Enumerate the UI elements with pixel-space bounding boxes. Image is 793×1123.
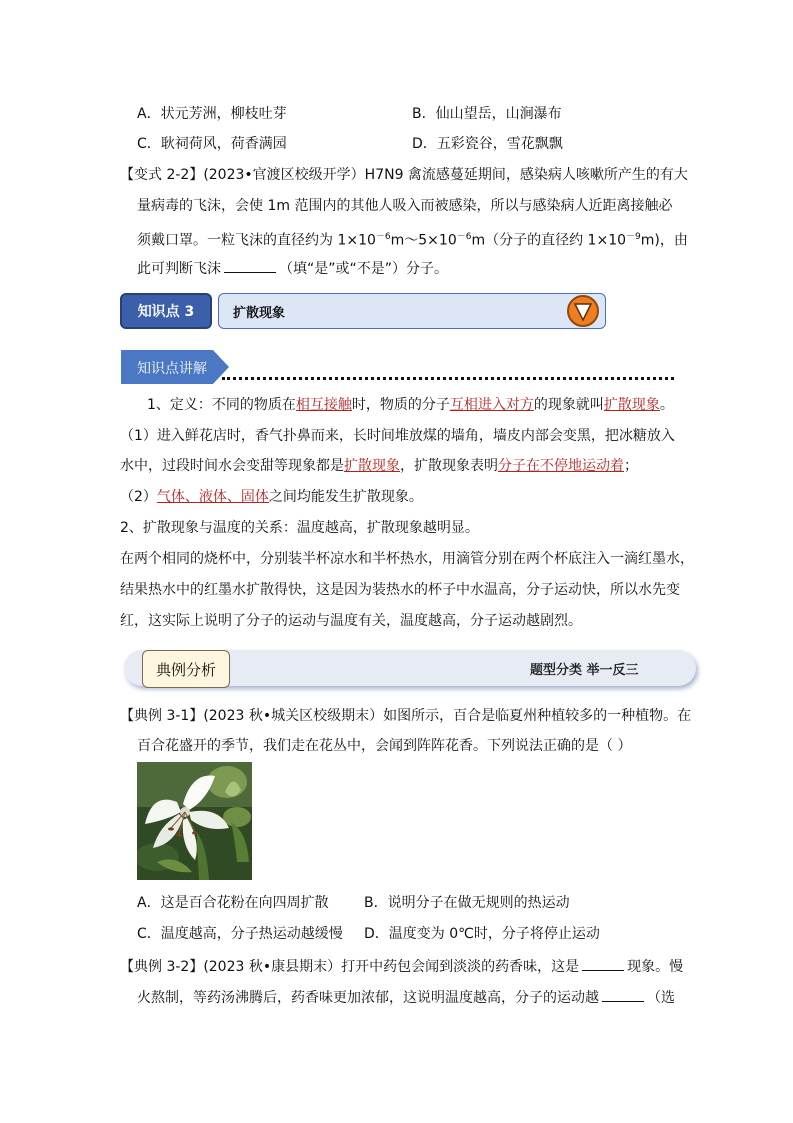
example-3-1-line-2: 百合花盛开的季节，我们走在花丛中，会闻到阵阵花香。下列说法正确的是（ ） bbox=[137, 738, 632, 754]
point-2-line bbox=[120, 487, 423, 507]
temperature-relation: 2、扩散现象与温度的关系：温度越高，扩散现象越明显。 bbox=[120, 520, 479, 536]
exponent: －6 bbox=[456, 232, 472, 242]
variant-line-1: 【变式 2-2】(2023•官渡区校级开学）H7N9 禽流感蔓延期间，感染病人咳嗽所产生的有大 bbox=[120, 167, 688, 183]
text: 【典例 3-2】(2023 秋•康县期末）打开中药包会闻到淡淡的药香味，这是 bbox=[120, 959, 580, 975]
text: ，扩散现象表明 bbox=[400, 458, 498, 474]
experiment-line-3: 红，这实际上说明了分子的运动与温度有关，温度越高，分子运动越剧烈。 bbox=[120, 613, 582, 629]
point-1-line-2 bbox=[120, 456, 638, 476]
text: 此可判断飞沫 bbox=[137, 261, 221, 277]
example-option-b: B．说明分子在做无规则的热运动 bbox=[364, 895, 570, 911]
option-a: A．状元芳洲，柳枝吐芽 bbox=[137, 106, 287, 122]
explain-tag bbox=[121, 350, 231, 388]
lily-photo bbox=[137, 762, 252, 880]
key-term: 分子在不停地运动着 bbox=[498, 458, 624, 474]
text: 1、定义：不同的物质在 bbox=[147, 397, 296, 413]
exponent: －9 bbox=[626, 232, 641, 242]
text: m（分子的直径约 1×10 bbox=[471, 232, 627, 249]
variant-line-3 bbox=[137, 227, 688, 251]
example-section-tag: 典例分析 bbox=[142, 650, 230, 688]
triangle-down-icon[interactable] bbox=[567, 295, 599, 327]
definition-line bbox=[147, 395, 674, 415]
knowledge-point-label: 知识点 3 bbox=[120, 293, 212, 329]
answer-blank[interactable] bbox=[582, 956, 624, 971]
exponent: －6 bbox=[375, 232, 391, 242]
point-1-line-1: （1）进入鲜花店时，香气扑鼻而来，长时间堆放煤的墙角，墙皮内部会变黑，把冰糖放入 bbox=[120, 428, 675, 444]
example-3-2-line-1 bbox=[120, 956, 683, 977]
explain-tag-label: 知识点讲解 bbox=[137, 361, 207, 377]
variant-line-2: 量病毒的飞沫，会使 1m 范围内的其他人吸入而被感染，所以与感染病人近距离接触必 bbox=[137, 198, 673, 214]
option-b: B．仙山望岳，山涧瀑布 bbox=[412, 106, 562, 122]
text: （填“是”或“不是”）分子。 bbox=[279, 261, 449, 277]
example-3-1-line-1: 【典例 3-1】(2023 秋•城关区校级期末）如图所示，百合是临夏州种植较多的一种植物。在 bbox=[120, 708, 692, 724]
dotted-divider bbox=[222, 377, 674, 380]
text: （选 bbox=[647, 990, 675, 1006]
text: 之间均能发生扩散现象。 bbox=[268, 489, 423, 505]
variant-line-4 bbox=[137, 258, 448, 279]
example-section-subtitle: 题型分类 举一反三 bbox=[530, 663, 639, 678]
key-term: 相互接触 bbox=[295, 397, 352, 413]
text: 须戴口罩。一粒飞沫的直径约为 1×10 bbox=[137, 232, 376, 249]
text: 的现象就叫 bbox=[533, 397, 604, 413]
experiment-line-2: 结果热水中的红墨水扩散得快，这是因为装热水的杯子中水温高，分子运动快，所以水先变 bbox=[120, 582, 680, 598]
example-option-d: D．温度变为 0℃时，分子将停止运动 bbox=[364, 926, 600, 942]
answer-blank[interactable] bbox=[224, 258, 276, 273]
text: （2） bbox=[120, 489, 157, 505]
example-3-2-line-2 bbox=[137, 987, 675, 1008]
experiment-line-1: 在两个相同的烧杯中，分别装半杯凉水和半杯热水，用滴管分别在两个杯底注入一滴红墨水， bbox=[120, 551, 694, 567]
text: 时，物质的分子 bbox=[351, 397, 450, 413]
text: 火熬制，等药汤沸腾后，药香味更加浓郁，这说明温度越高，分子的运动越 bbox=[137, 990, 599, 1006]
text: ； bbox=[624, 458, 638, 474]
text: 水中，过段时间水会变甜等现象都是 bbox=[120, 458, 344, 474]
example-option-c: C．温度越高，分子热运动越缓慢 bbox=[137, 926, 343, 942]
text: m)，由 bbox=[640, 232, 688, 249]
option-d: D．五彩瓷谷，雪花飘飘 bbox=[412, 136, 563, 152]
text: 。 bbox=[659, 397, 674, 413]
option-c: C．耿祠荷风，荷香满园 bbox=[137, 136, 287, 152]
key-term: 气体、液体、固体 bbox=[156, 489, 269, 505]
key-term: 扩散现象 bbox=[603, 397, 660, 413]
key-term: 扩散现象 bbox=[344, 458, 400, 474]
example-option-a: A．这是百合花粉在向四周扩散 bbox=[137, 895, 329, 911]
knowledge-point-title: 扩散现象 bbox=[233, 306, 286, 321]
knowledge-point-bar bbox=[218, 293, 606, 329]
text: m～5×10 bbox=[390, 232, 457, 249]
key-term: 互相进入对方 bbox=[449, 397, 534, 413]
text: 现象。慢 bbox=[627, 959, 684, 975]
answer-blank[interactable] bbox=[602, 987, 644, 1002]
